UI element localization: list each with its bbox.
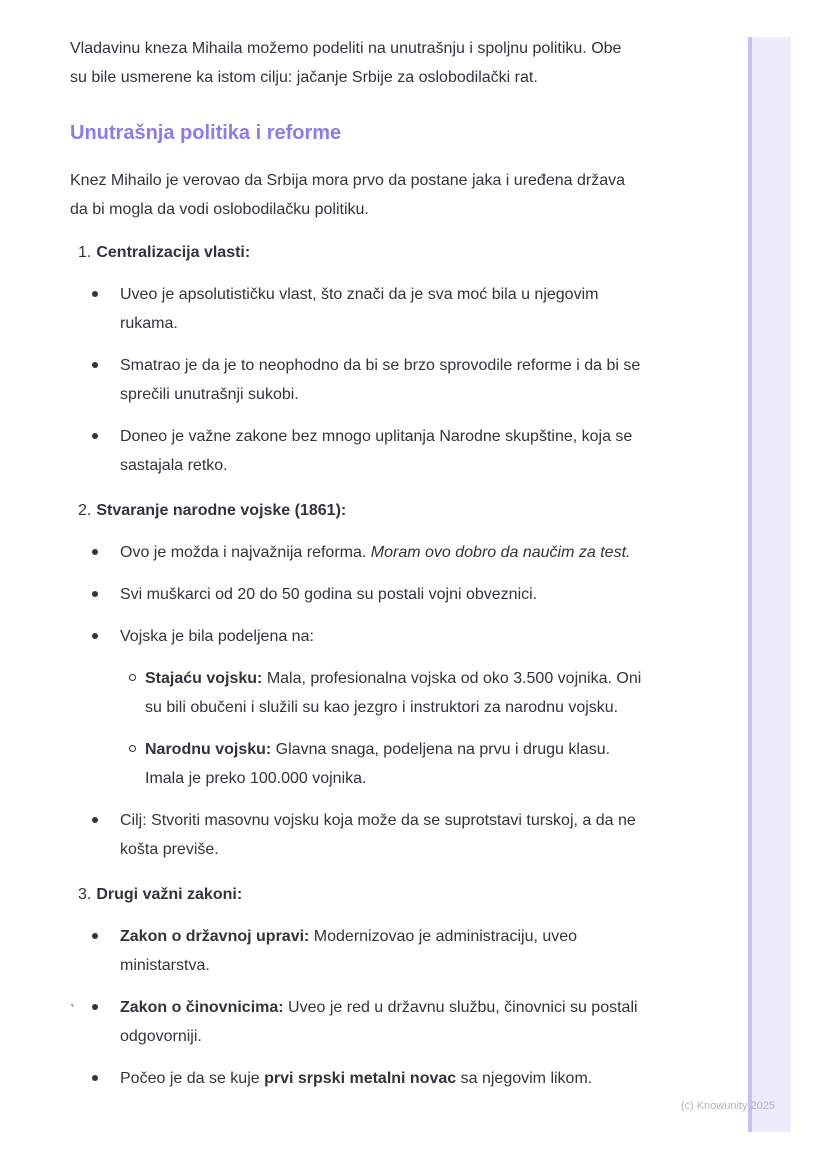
text-segment: Narodnu vojsku:: [145, 741, 272, 758]
bullet-marker: [70, 1064, 120, 1093]
text-segment: Počeo je da se kuje: [120, 1070, 265, 1087]
bullet-dot-icon: [92, 1004, 98, 1010]
text-segment: Cilj: Stvoriti masovnu vojsku koja može da se suprotstavi turskoj, a da ne košta previše.: [120, 812, 636, 858]
sub-bullet-marker: [120, 735, 145, 793]
bullet-dot-icon: [92, 817, 98, 823]
text-segment: Zakon o državnoj upravi:: [120, 928, 310, 945]
bullet-text: [120, 580, 642, 609]
bullet-text: [120, 922, 642, 980]
bullet-marker: [70, 622, 120, 793]
bullet-item: [70, 422, 642, 480]
text-segment: Mala, profesionalna vojska od oko 3.500 vojnika. Oni su bili obučeni i služili su kao jezgro i instruktori za narodnu vojsku.: [145, 670, 642, 716]
bullet-dot-icon: [92, 433, 98, 439]
bullet-marker: [70, 280, 120, 338]
bullet-text: [120, 351, 642, 409]
bullet-dot-icon: [92, 591, 98, 597]
bullet-marker: [70, 806, 120, 864]
text-segment: Ovo je možda i najvažnija reforma.: [120, 544, 371, 561]
section-heading: Unutrašnja politika i reforme: [70, 122, 342, 144]
bullet-dot-icon: [92, 291, 98, 297]
bullet-dot-icon: [92, 1075, 98, 1081]
bullet-dot-icon: [92, 362, 98, 368]
bullet-item: [70, 580, 642, 609]
decorative-side-bar: [748, 37, 791, 1132]
bullet-item: [70, 993, 642, 1051]
bullet-item: [70, 806, 642, 864]
text-segment: Moram ovo dobro da naučim za test.: [370, 544, 631, 561]
list-item-number: 3.: [78, 886, 92, 903]
sub-bullet-list: [120, 664, 642, 793]
bullet-marker: [70, 422, 120, 480]
list-item-number: 2.: [78, 502, 92, 519]
list-item-header: [70, 880, 642, 909]
text-segment: prvi srpski metalni novac: [264, 1070, 457, 1087]
intro-paragraph: Vladavinu kneza Mihaila možemo podeliti na unutrašnju i spoljnu politiku. Obe su bile usmerene ka istom cilju: jačanje Srbije za oslobodilački rat.: [70, 40, 622, 86]
list-item: [70, 496, 642, 864]
sub-bullet-item: [120, 735, 642, 793]
text-segment: Doneo je važne zakone bez mnogo uplitanja Narodne skupštine, koja se sastajala retko.: [120, 428, 633, 474]
text-segment: Glavna snaga, podeljena na prvu i drugu klasu. Imala je preko 100.000 vojnika.: [145, 741, 611, 787]
list-item: [70, 880, 642, 1093]
bullet-item: [70, 538, 642, 567]
bullet-text: [120, 1064, 642, 1093]
text-segment: Stajaću vojsku:: [145, 670, 263, 687]
list-item-number: 1.: [78, 244, 92, 261]
text-segment: Smatrao je da je to neophodno da bi se brzo sprovodile reforme i da bi se sprečili unutrašnji sukobi.: [120, 357, 641, 403]
bullet-marker: [70, 538, 120, 567]
sub-bullet-item: [120, 664, 642, 722]
bullet-dot-icon: [92, 549, 98, 555]
copyright-footer: (c) Knowunity 2025: [680, 1100, 775, 1112]
bullet-marker: [70, 993, 120, 1051]
bullet-text: [120, 622, 642, 793]
bullet-text: [120, 422, 642, 480]
text-segment: Vojska je bila podeljena na:: [120, 628, 314, 645]
sub-bullet-marker: [120, 664, 145, 722]
sub-bullet-text: [145, 735, 642, 793]
bullet-text: [120, 538, 642, 567]
text-segment: Stvaranje narodne vojske (1861):: [96, 502, 347, 519]
bullet-text: [120, 806, 642, 864]
list-item-header: [70, 496, 642, 525]
document-content: [70, 34, 642, 1109]
bullet-circle-icon: [129, 745, 136, 752]
sub-bullet-text: [145, 664, 642, 722]
bullet-dot-icon: [92, 933, 98, 939]
bullet-text: [120, 280, 642, 338]
list-item-title: [96, 238, 250, 267]
bullet-item: [70, 622, 642, 793]
bullet-dot-icon: [92, 633, 98, 639]
bullet-text: [120, 993, 642, 1051]
list-item-header: [70, 238, 642, 267]
list-item-title: [96, 496, 346, 525]
list-item-title: [96, 880, 242, 909]
text-segment: Zakon o činovnicima:: [120, 999, 284, 1016]
bullet-marker: [70, 351, 120, 409]
bullet-marker: [70, 580, 120, 609]
text-segment: Drugi važni zakoni:: [96, 886, 243, 903]
list-item: [70, 238, 642, 480]
bullet-item: [70, 351, 642, 409]
text-segment: Svi muškarci od 20 do 50 godina su postali vojni obveznici.: [120, 586, 538, 603]
bullet-marker: [70, 922, 120, 980]
text-segment: Uveo je red u državnu službu, činovnici su postali odgovorniji.: [120, 999, 638, 1045]
bullet-item: [70, 1064, 642, 1093]
text-segment: Modernizovao je administraciju, uveo ministarstva.: [120, 928, 578, 974]
text-segment: sa njegovim likom.: [456, 1070, 593, 1087]
text-segment: Centralizacija vlasti:: [96, 244, 251, 261]
text-segment: Uveo je apsolutističku vlast, što znači da je sva moć bila u njegovim rukama.: [120, 286, 599, 332]
bullet-circle-icon: [129, 674, 136, 681]
bullet-item: [70, 280, 642, 338]
bullet-item: [70, 922, 642, 980]
numbered-list: [70, 238, 642, 1093]
stray-backtick-char: `: [70, 1002, 75, 1019]
lead-paragraph: Knez Mihailo je verovao da Srbija mora prvo da postane jaka i uređena država da bi mogla da vodi oslobodilačku politiku.: [70, 172, 625, 218]
